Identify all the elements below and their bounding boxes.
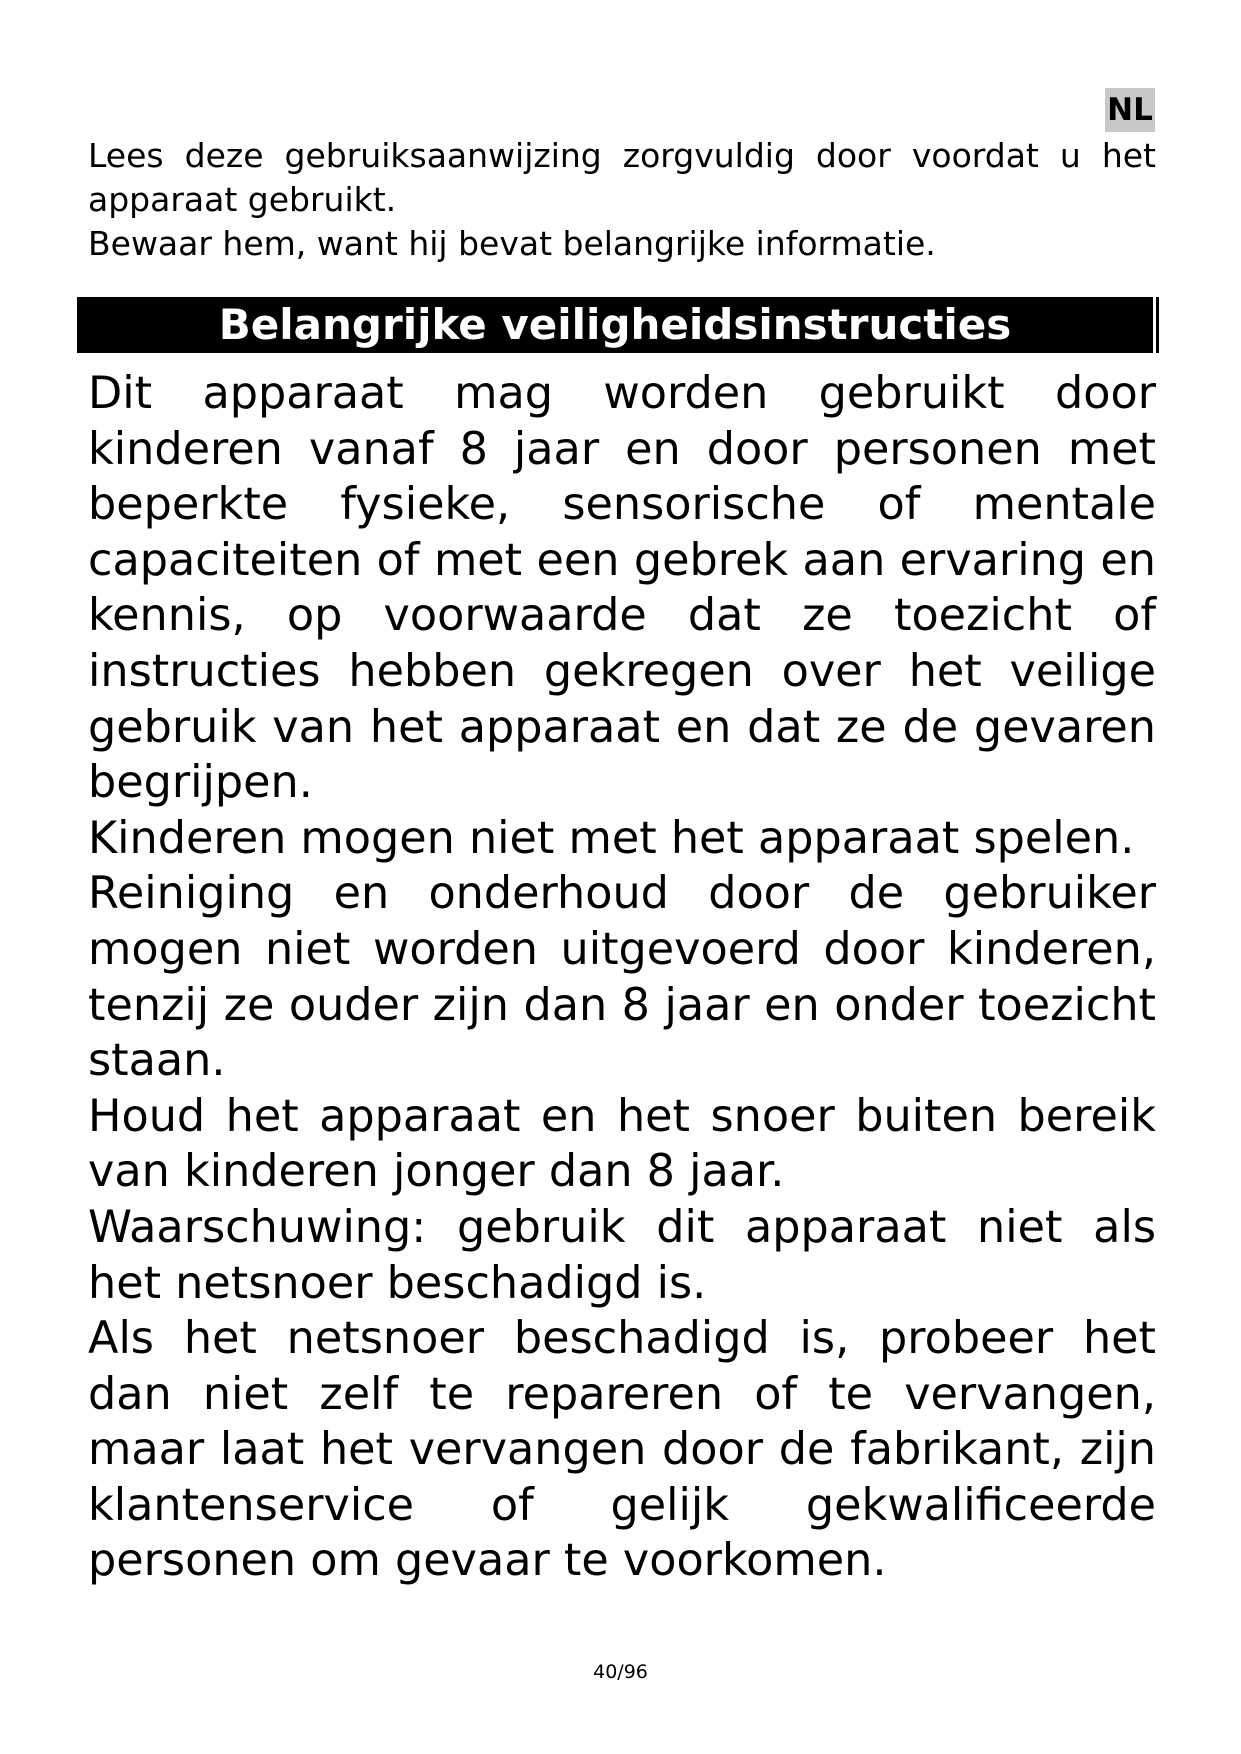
instruction-paragraph: Als het netsnoer beschadigd is, probeer het dan niet zelf te repareren of te vervangen, maar laat het vervangen door de fabrikant, zijn klantenservice of gelijk gekwalificeerde personen om gevaar te voorkomen. [88, 1313, 1156, 1587]
instruction-paragraph: Reiniging en onderhoud door de gebruiker mogen niet worden uitgevoerd door kinderen, tenzij ze ouder zijn dan 8 jaar en onder toezicht staan. [88, 868, 1156, 1087]
page-number: 40/96 [593, 1661, 648, 1683]
instruction-paragraph: Houd het apparaat en het snoer buiten bereik van kinderen jonger dan 8 jaar. [88, 1090, 1156, 1198]
language-badge: NL [1105, 88, 1155, 132]
instruction-paragraph: Dit apparaat mag worden gebruikt door kinderen vanaf 8 jaar en door personen met beperkte fysieke, sensorische of mentale capaciteiten of met een gebrek aan ervaring en kennis, op voorwaarde dat ze toezicht of instructies hebben gekregen over het veilige gebruik van het apparaat en dat ze de gevaren begrijpen. [88, 368, 1156, 809]
section-header-bar [77, 297, 1156, 353]
safety-instructions [88, 366, 1156, 1589]
intro-paragraph: Bewaar hem, want hij bevat belangrijke informatie. [88, 224, 936, 263]
intro-paragraph: Lees deze gebruiksaanwijzing zorgvuldig door voordat u het apparaat gebruikt. [88, 136, 1156, 219]
instruction-paragraph: Kinderen mogen niet met het apparaat spelen. [88, 812, 1135, 864]
intro-text [88, 134, 1156, 266]
section-title: Belangrijke veiligheidsinstructies [218, 300, 1012, 349]
instruction-paragraph: Waarschuwing: gebruik dit apparaat niet als het netsnoer beschadigd is. [88, 1201, 1156, 1309]
